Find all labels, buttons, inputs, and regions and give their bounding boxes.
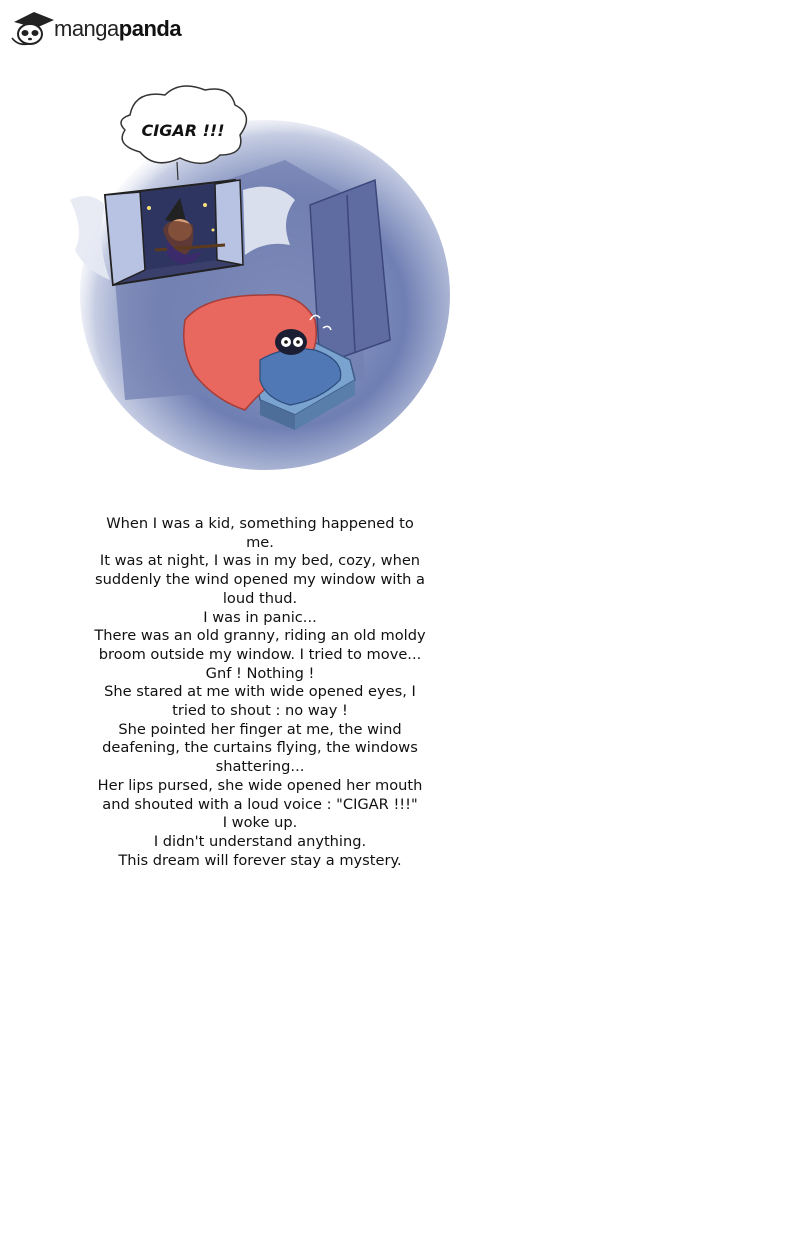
logo-wordmark (54, 16, 181, 42)
story-text (90, 515, 430, 870)
logo-text-bold: panda (118, 16, 182, 41)
story-line: She pointed her finger at me, the wind deafening, the curtains flying, the windows shattering... (102, 720, 418, 776)
logo-text-thin: manga (54, 16, 119, 41)
story-line: I didn't understand anything. (153, 832, 367, 850)
story-line: Her lips pursed, she wide opened her mouth and shouted with a loud voice : "CIGAR !!!" (97, 776, 423, 813)
bedroom-witch-illustration (55, 80, 450, 470)
story-line: I was in panic... (203, 608, 317, 626)
story-line: She stared at me with wide opened eyes, I tried to shout : no way ! (104, 683, 416, 720)
story-line: There was an old granny, riding an old moldy broom outside my window. I tried to move... Gnf ! Nothing ! (94, 627, 426, 682)
speech-bubble-text: CIGAR !!! (141, 121, 225, 140)
panda-logo-icon (10, 8, 56, 48)
site-logo[interactable] (10, 8, 200, 48)
story-line: I woke up. (222, 814, 298, 832)
story-line: When I was a kid, something happened to me. (106, 515, 414, 551)
story-line: It was at night, I was in my bed, cozy, when suddenly the wind opened my window with a loud thud. (94, 552, 425, 607)
story-line: This dream will forever stay a mystery. (118, 851, 402, 869)
